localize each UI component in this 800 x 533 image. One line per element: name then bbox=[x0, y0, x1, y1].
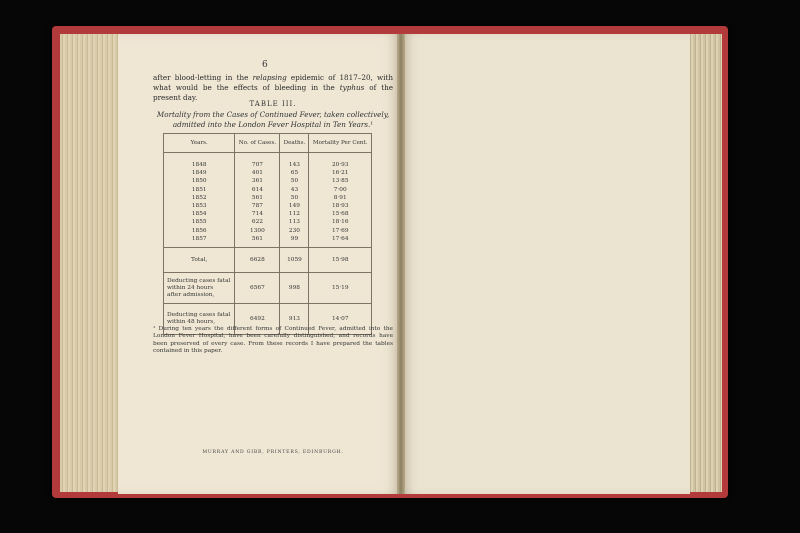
row-deaths: 143 bbox=[288, 162, 300, 168]
page-number: 6 bbox=[262, 60, 268, 70]
row-year: 1855 bbox=[191, 219, 207, 226]
row-cases: 561 bbox=[251, 194, 263, 201]
intro-paragraph bbox=[153, 73, 393, 103]
row-mortality: 13·85 bbox=[331, 178, 349, 185]
deaths-column bbox=[280, 153, 309, 248]
row-year: 1857 bbox=[191, 235, 207, 242]
table-caption: Mortality from the Cases of Continued Fever, taken collectively, admitted into the London Fever Hospital in Ten Years.¹ bbox=[156, 110, 390, 129]
deduct-48h-deaths: 913 bbox=[280, 304, 309, 335]
header-deaths: Deaths. bbox=[280, 134, 309, 153]
row-deaths: 50 bbox=[290, 178, 299, 185]
row-deaths: 149 bbox=[288, 203, 300, 210]
total-row bbox=[164, 248, 372, 273]
row-cases: 361 bbox=[251, 178, 263, 185]
row-deaths: 230 bbox=[288, 227, 300, 234]
row-mortality: 7·00 bbox=[333, 186, 347, 193]
row-cases: 614 bbox=[251, 186, 263, 193]
header-cases: No. of Cases. bbox=[235, 134, 280, 153]
deduct-24h-line1: Deducting cases fatal bbox=[167, 277, 231, 284]
row-mortality: 17·64 bbox=[331, 235, 349, 242]
row-mortality: 16·21 bbox=[331, 170, 349, 177]
row-year: 1856 bbox=[191, 227, 207, 234]
left-page-edges bbox=[60, 34, 120, 492]
right-page-blank bbox=[402, 34, 690, 494]
intro-text-2: epidemic of 1817–20, with what would be the effects of bleeding in the bbox=[153, 73, 393, 92]
deduct-48h-mortality: 14·07 bbox=[309, 304, 372, 335]
row-year: 1853 bbox=[191, 203, 207, 210]
deduct-24h-label bbox=[164, 273, 235, 304]
total-label: Total, bbox=[164, 248, 235, 273]
deduct-48h-line1: Deducting cases fatal bbox=[167, 312, 231, 319]
header-years: Years. bbox=[164, 134, 235, 153]
deduct-24h-mortality: 15·19 bbox=[309, 273, 372, 304]
total-deaths: 1059 bbox=[280, 248, 309, 273]
total-mortality: 15·98 bbox=[309, 248, 372, 273]
row-cases: 714 bbox=[251, 211, 263, 218]
row-cases: 707 bbox=[251, 162, 263, 168]
row-year: 1848 bbox=[191, 162, 207, 168]
table-header-row bbox=[164, 134, 372, 153]
header-mortality: Mortality Per Cent. bbox=[309, 134, 372, 153]
row-cases: 401 bbox=[251, 170, 263, 177]
row-deaths: 65 bbox=[290, 170, 299, 177]
row-year: 1852 bbox=[191, 194, 207, 201]
row-mortality: 18·16 bbox=[331, 219, 349, 226]
row-cases: 1300 bbox=[250, 227, 265, 234]
footnote: ¹ During ten years the different forms of Continued Fever, admitted into the London Fever Hospital, have been carefully distinguished, and records have been preserved of every case. From these records I have prepared the tables contained in this paper. bbox=[153, 326, 393, 355]
table-title: TABLE III. bbox=[249, 100, 297, 108]
deduct-24h-line3: after admission, bbox=[167, 291, 215, 298]
row-year: 1851 bbox=[191, 186, 207, 193]
intro-text-3: of the present day. bbox=[153, 83, 394, 102]
deduct-24h-line2: within 24 hours bbox=[167, 284, 214, 291]
right-page-edges bbox=[688, 34, 722, 492]
row-mortality: 8·91 bbox=[333, 194, 347, 201]
deduct-24h-deaths: 998 bbox=[280, 273, 309, 304]
total-cases: 6628 bbox=[235, 248, 280, 273]
intro-text-1: after blood-letting in the bbox=[153, 73, 253, 82]
printer-imprint: MURRAY AND GIBB, PRINTERS, EDINBURGH. bbox=[202, 450, 344, 455]
intro-italic-relapsing: relapsing bbox=[252, 73, 287, 82]
row-cases: 787 bbox=[251, 203, 263, 210]
row-mortality: 15·68 bbox=[331, 211, 349, 218]
cases-column bbox=[235, 153, 280, 248]
mortality-column bbox=[309, 153, 372, 248]
row-deaths: 113 bbox=[288, 219, 300, 226]
intro-italic-typhus: typhus bbox=[339, 83, 365, 92]
row-cases: 561 bbox=[251, 235, 263, 242]
deduct-24h-row bbox=[164, 273, 372, 304]
row-year: 1850 bbox=[191, 178, 207, 185]
row-deaths: 99 bbox=[290, 235, 299, 242]
row-cases: 622 bbox=[251, 219, 263, 226]
book-gutter bbox=[397, 34, 405, 494]
table-data-block bbox=[164, 153, 372, 248]
row-year: 1849 bbox=[191, 170, 207, 177]
deduct-24h-cases: 6567 bbox=[235, 273, 280, 304]
deduct-48h-line2: within 48 hours, bbox=[167, 319, 216, 326]
row-deaths: 43 bbox=[290, 186, 299, 193]
years-column bbox=[164, 153, 235, 248]
row-mortality: 20·93 bbox=[331, 162, 349, 168]
row-deaths: 112 bbox=[288, 211, 300, 218]
row-mortality: 18·93 bbox=[331, 203, 349, 210]
row-deaths: 50 bbox=[290, 194, 299, 201]
deduct-48h-cases: 6492 bbox=[235, 304, 280, 335]
row-mortality: 17·69 bbox=[331, 227, 349, 234]
row-year: 1854 bbox=[191, 211, 207, 218]
mortality-table bbox=[163, 133, 372, 335]
